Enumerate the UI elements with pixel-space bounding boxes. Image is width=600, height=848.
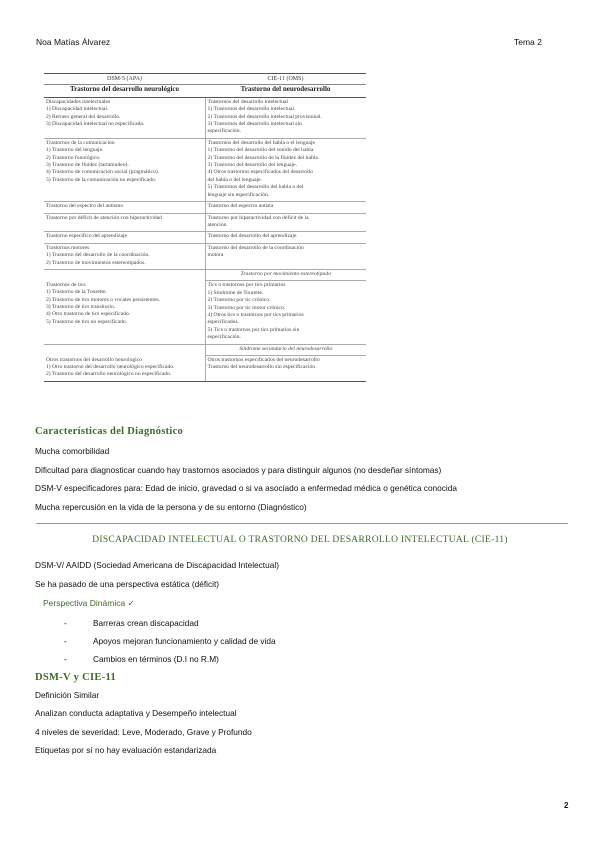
table-cell-dsm5	[44, 269, 205, 280]
table-cell-line: 1) Otro trastorno del desarrollo neurológico especificado.	[46, 363, 175, 370]
table-cell-cie11	[205, 243, 366, 269]
diagnosis-heading: Características del Diagnóstico	[35, 426, 184, 437]
table-cell-line: 3) Trastorno del desarrollo del lenguaje.	[207, 162, 297, 169]
table-cell-line: 1) Trastorno del desarrollo del sonido del habla.	[207, 147, 315, 154]
table-cell-line: Trastorno específico del aprendizaje	[46, 233, 128, 240]
list-item-text: Cambios en términos (D.I no R.M)	[93, 654, 219, 664]
table-cell-line: 1) Discapacidad intelectual.	[46, 106, 109, 113]
table-cell-line: 1) Trastornos del desarrollo intelectual.	[207, 106, 296, 113]
table-cell-line: Trastorno del espectro autista	[207, 203, 274, 210]
table-cell-line: Trastorno por movimiento estereotipado	[240, 270, 331, 277]
table-cell-line: 4) Otro trastorno de tics especificado.	[46, 311, 131, 318]
table-cell-line: 3) Trastorno de fluidez (tartamudeo).	[46, 162, 129, 169]
table-cell-dsm5	[44, 344, 205, 355]
table-cell-cie11	[205, 269, 366, 280]
table-cell-line: Trastorno del desarrollo de la coordinación	[207, 244, 304, 251]
table-cell-line: 3) Discapacidad intelectual no especificada.	[46, 121, 145, 128]
table-cell-line: Trastornos de la comunicación	[46, 139, 115, 146]
table-cell-line: 2) Trastorno fonológico.	[46, 154, 101, 161]
table-cell-cie11	[205, 138, 366, 201]
table-cell-dsm5	[44, 202, 205, 213]
table-right-title: Trastorno del neurodesarrollo	[205, 85, 366, 97]
table-row	[44, 213, 366, 232]
table-cell-line: Síndrome secundario del neurodesarrollo	[239, 345, 333, 352]
table-cell-line: atención	[207, 221, 227, 228]
table-cell-line: 1) Síndrome de Tourette.	[207, 289, 264, 296]
header-author: Noa Matías Álvarez	[36, 37, 111, 47]
page-number: 2	[564, 801, 569, 810]
table-row	[44, 344, 366, 355]
table-cell-cie11	[205, 213, 366, 232]
table-cell-cie11	[205, 97, 366, 138]
table-cell-line: 3) Trastorno por tic motor crónico.	[207, 304, 286, 311]
table-cell-cie11	[205, 356, 366, 382]
table-cell-line: 5) Trastorno de tics no especificado.	[46, 318, 128, 325]
comparison-item: Etiquetas por sí no hay evaluación estandarizada	[35, 745, 217, 755]
table-cell-line: Discapacidades intelectuales	[46, 98, 111, 105]
table-cell-line: 1) Trastorno del desarrollo de la coordinación.	[46, 252, 150, 259]
table-cell-line: 3) Trastornos del desarrollo intelectual sin	[207, 121, 302, 128]
comparison-item: Definición Similar	[35, 690, 100, 700]
table-cell-dsm5	[44, 232, 205, 243]
table-row	[44, 281, 366, 344]
table-cell-line: del habla o del lenguaje.	[207, 176, 263, 183]
perspective-label: Perspectiva Dinámica ✓	[43, 598, 135, 608]
table-cell-dsm5	[44, 213, 205, 232]
table-cell-line: Trastorno del desarrollo del aprendizaje	[207, 233, 297, 240]
section-line: Se ha pasado de una perspectiva estática (déficit)	[35, 579, 220, 589]
table-cell-line: especificados.	[207, 319, 240, 326]
table-row	[44, 243, 366, 269]
table-cell-line: 4) Otros tics o trastornos por tics primarios	[207, 311, 304, 318]
table-cell-line: Trastorno del espectro del autismo	[46, 203, 124, 210]
table-row	[44, 138, 366, 201]
table-cell-line: Trastornos motores	[46, 244, 90, 251]
table-cell-line: Tics o trastornos por tics primarios	[207, 282, 286, 289]
diagnosis-item: Mucha repercusión en la vida de la persona y de su entorno (Diagnóstico)	[35, 502, 307, 512]
table-row	[44, 232, 366, 243]
list-item: - Cambios en términos (D.I no R.M)	[64, 654, 219, 664]
list-item: - Apoyos mejoran funcionamiento y calidad de vida	[64, 636, 276, 646]
table-cell-line: motora	[207, 252, 224, 259]
table-cell-line: 1) Trastorno del lenguaje.	[46, 147, 104, 154]
table-left-title: Trastorno del desarrollo neurológico	[44, 85, 205, 97]
section-divider	[36, 523, 568, 524]
table-cell-line: 3) Trastorno de tics transitorio.	[46, 304, 116, 311]
table-row	[44, 269, 366, 280]
table-cell-line: Trastornos de tics	[46, 281, 86, 288]
table-cell-line: 2) Trastorno por tic crónico.	[207, 297, 271, 304]
table-cell-cie11	[205, 281, 366, 344]
table-cell-line: 2) Trastorno de tics motores o vocales persistentes.	[46, 296, 161, 303]
table-left-org: DSM-5 (APA)	[44, 74, 205, 85]
table-cell-cie11	[205, 202, 366, 213]
diagnosis-item: Mucha comorbilidad	[35, 446, 110, 456]
table-cell-line: especificación.	[207, 334, 241, 341]
table-cell-dsm5	[44, 281, 205, 344]
table-cell-line: 2) Retraso general del desarrollo.	[46, 113, 121, 120]
table-cell-line: Trastornos del desarrollo intelectual	[207, 98, 288, 105]
table-cell-line: Otros trastornos especificados del neurodesarrollo	[207, 357, 320, 363]
comparison-item: Analizan conducta adaptativa y Desempeño intelectual	[35, 708, 237, 718]
table-cell-line: 4) Trastorno de comunicación social (pragmático).	[46, 169, 160, 176]
diagnosis-item: Dificultad para diagnosticar cuando hay trastornos asociados y para distinguir algunos (no desdeñar síntomas)	[35, 465, 442, 475]
table-cell-line: 5) Trastornos del desarrollo del habla o del	[207, 184, 304, 191]
table-cell-line: 5) Tics o trastornos por tics primarios sin	[207, 326, 300, 333]
table-cell-line: Trastorno del neurodesarrollo sin especificación	[207, 364, 316, 371]
table-cell-line: 1) Trastorno de la Tourette.	[46, 289, 107, 296]
list-item-text: Apoyos mejoran funcionamiento y calidad de vida	[93, 636, 276, 646]
table-cell-line: 2) Trastorno del desarrollo de la fluidez del habla.	[207, 154, 320, 161]
table-cell-dsm5	[44, 356, 205, 382]
table-row	[44, 202, 366, 213]
table-cell-line: Trastorno por déficit de atención con hiperactividad	[46, 214, 162, 221]
table-cell-line: 2) Trastornos del desarrollo intelectual provisional.	[207, 113, 322, 120]
table-cell-line: 2) Trastorno de movimientos estereotipados.	[46, 259, 146, 266]
section-title: DISCAPACIDAD INTELECTUAL O TRASTORNO DEL DESARROLLO INTELECTUAL (CIE-11)	[92, 535, 508, 545]
comparison-item: 4 niveles de severidad: Leve, Moderado, Grave y Profundo	[35, 727, 252, 737]
list-item: - Barreras crean discapacidad	[64, 618, 199, 628]
table-cell-line: Trastornos del desarrollo del habla o el lenguaje	[207, 139, 315, 146]
diagnosis-item: DSM-V especificadores para: Edad de inicio, gravedad o si va asociado a enfermedad médica o genética conocida	[35, 483, 458, 493]
table-cell-cie11	[205, 232, 366, 243]
table-cell-dsm5	[44, 97, 205, 138]
table-cell-cie11	[205, 344, 366, 355]
list-item-text: Barreras crean discapacidad	[93, 618, 199, 628]
section-line: DSM-V/ AAIDD (Sociedad Americana de Discapacidad Intelectual)	[35, 560, 279, 570]
header-topic: Tema 2	[514, 37, 542, 47]
table-cell-line: 5) Trastorno de la comunicación no especificado.	[46, 176, 157, 183]
comparison-heading: DSM-V y CIE-11	[35, 672, 117, 683]
table-cell-line: 4) Otros trastornos especificados del desarrollo	[207, 169, 313, 176]
table-right-org: CIE-11 (OMS)	[205, 74, 366, 85]
table-cell-dsm5	[44, 138, 205, 201]
table-cell-line: lenguaje sin especificación.	[207, 191, 270, 198]
table-row	[44, 356, 366, 382]
table-cell-line: especificación.	[207, 128, 241, 135]
table-cell-line: Trastorno por hiperactividad con déficit de la	[207, 214, 309, 221]
table-cell-line: 2) Trastorno del desarrollo neurológico no especificado.	[46, 371, 172, 378]
table-cell-line: Otros trastornos del desarrollo neurológico	[46, 356, 143, 363]
classification-table	[44, 73, 366, 382]
table-cell-dsm5	[44, 243, 205, 269]
table-row	[44, 97, 366, 138]
